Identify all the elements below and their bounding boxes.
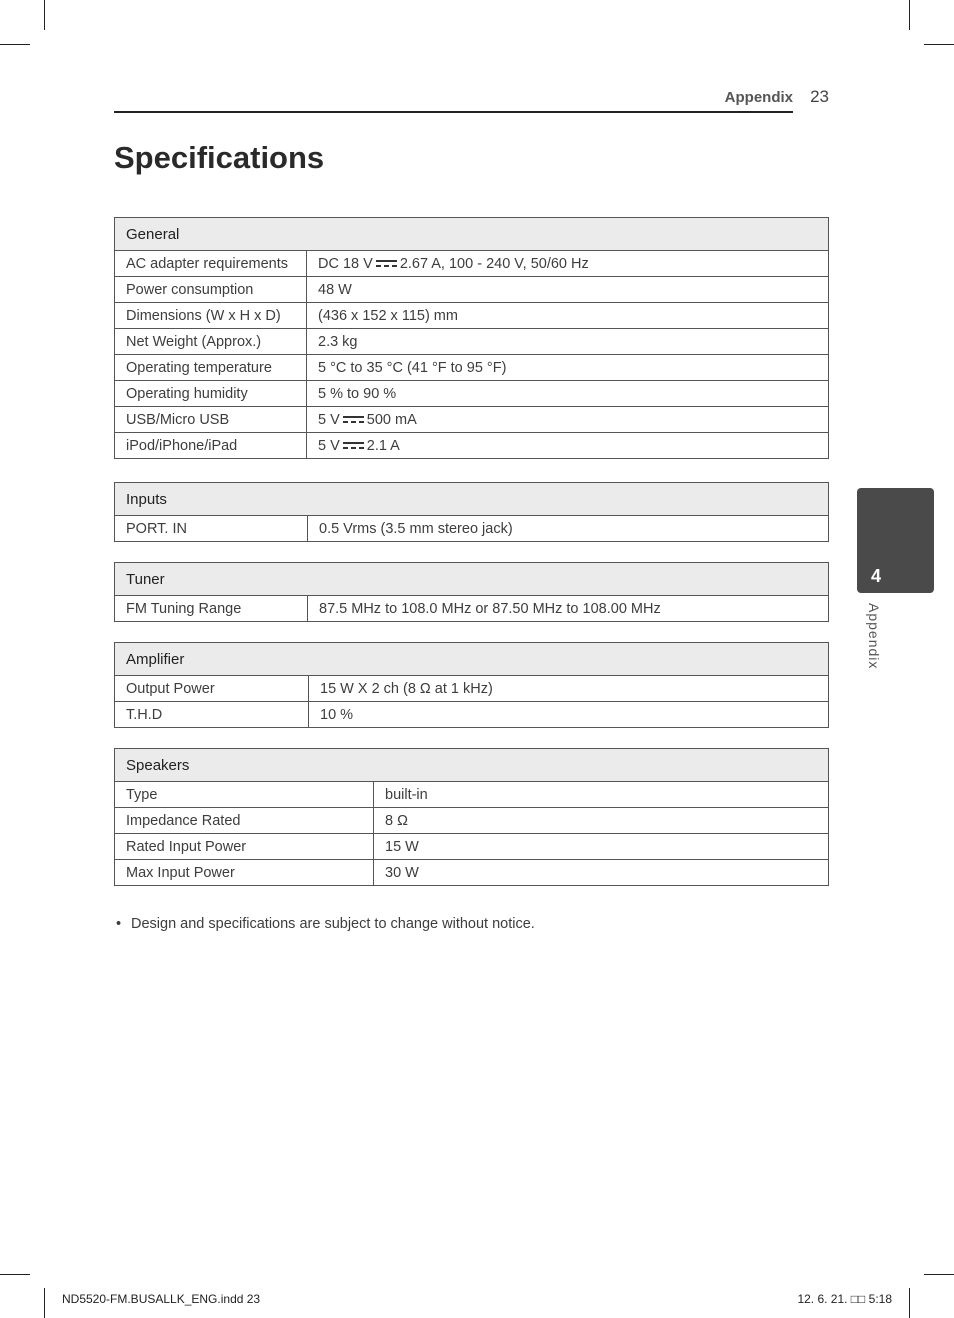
spec-label: PORT. IN xyxy=(115,516,308,542)
table-heading: Tuner xyxy=(115,563,829,596)
table-row xyxy=(115,782,829,808)
spec-label: Dimensions (W x H x D) xyxy=(115,303,307,329)
spec-value: 5 % to 90 % xyxy=(307,381,829,407)
table-row xyxy=(115,381,829,407)
spec-label: Operating temperature xyxy=(115,355,307,381)
table-heading: Inputs xyxy=(115,483,829,516)
header-rule xyxy=(114,111,793,113)
spec-value-voltage: DC 18 V xyxy=(318,255,373,272)
crop-mark xyxy=(924,1274,954,1275)
spec-value: 0.5 Vrms (3.5 mm stereo jack) xyxy=(308,516,829,542)
footer-timestamp: 12. 6. 21. □□ 5:18 xyxy=(797,1292,892,1306)
speakers-spec-table xyxy=(114,748,829,886)
page-number: 23 xyxy=(810,87,829,106)
table-row xyxy=(115,834,829,860)
spec-label: Impedance Rated xyxy=(115,808,374,834)
footer-filename: ND5520-FM.BUSALLK_ENG.indd 23 xyxy=(62,1292,261,1306)
spec-value: (436 x 152 x 115) mm xyxy=(307,303,829,329)
spec-value: 30 W xyxy=(374,860,829,886)
spec-value xyxy=(307,407,829,433)
spec-value-rating: 2.67 A, 100 - 240 V, 50/60 Hz xyxy=(399,255,589,272)
spec-value xyxy=(307,251,829,277)
table-row xyxy=(115,516,829,542)
crop-mark xyxy=(924,44,954,45)
dc-symbol-icon xyxy=(376,259,397,269)
table-row xyxy=(115,277,829,303)
note-text: Design and specifications are subject to change without notice. xyxy=(131,916,535,932)
spec-value: 5 °C to 35 °C (41 °F to 95 °F) xyxy=(307,355,829,381)
dc-symbol-icon xyxy=(343,441,364,451)
spec-label: Rated Input Power xyxy=(115,834,374,860)
chapter-tab xyxy=(857,488,934,593)
spec-value xyxy=(307,433,829,459)
tuner-spec-table xyxy=(114,562,829,622)
spec-label: Type xyxy=(115,782,374,808)
table-heading: Amplifier xyxy=(115,643,829,676)
spec-value: 10 % xyxy=(309,702,829,728)
table-heading: General xyxy=(115,218,829,251)
table-row xyxy=(115,676,829,702)
table-row xyxy=(115,407,829,433)
spec-label: iPod/iPhone/iPad xyxy=(115,433,307,459)
crop-mark xyxy=(0,1274,30,1275)
spec-label: Output Power xyxy=(115,676,309,702)
crop-mark xyxy=(909,1288,910,1318)
spec-value: 8 Ω xyxy=(374,808,829,834)
spec-label: USB/Micro USB xyxy=(115,407,307,433)
spec-value: built-in xyxy=(374,782,829,808)
section-name: Appendix xyxy=(724,89,793,106)
spec-label: AC adapter requirements xyxy=(115,251,307,277)
spec-value-current: 2.1 A xyxy=(366,437,400,454)
spec-value-voltage: 5 V xyxy=(318,411,340,428)
spec-value-voltage: 5 V xyxy=(318,437,340,454)
table-heading: Speakers xyxy=(115,749,829,782)
spec-value: 15 W xyxy=(374,834,829,860)
table-row xyxy=(115,702,829,728)
crop-mark xyxy=(0,44,30,45)
spec-note xyxy=(116,916,535,932)
spec-label: Power consumption xyxy=(115,277,307,303)
table-row xyxy=(115,596,829,622)
spec-label: Max Input Power xyxy=(115,860,374,886)
table-row xyxy=(115,303,829,329)
inputs-spec-table xyxy=(114,482,829,542)
running-head xyxy=(114,86,829,112)
chapter-label: Appendix xyxy=(866,603,882,670)
table-row xyxy=(115,433,829,459)
crop-mark xyxy=(44,0,45,30)
spec-value: 87.5 MHz to 108.0 MHz or 87.50 MHz to 108.00 MHz xyxy=(308,596,829,622)
crop-mark xyxy=(44,1288,45,1318)
chapter-number: 4 xyxy=(871,566,882,586)
crop-mark xyxy=(909,0,910,30)
general-spec-table xyxy=(114,217,829,459)
table-row xyxy=(115,355,829,381)
spec-label: Operating humidity xyxy=(115,381,307,407)
bullet: • xyxy=(116,916,122,932)
spec-label: T.H.D xyxy=(115,702,309,728)
dc-symbol-icon xyxy=(343,415,364,425)
page-title: Specifications xyxy=(114,140,325,175)
spec-value: 48 W xyxy=(307,277,829,303)
table-row xyxy=(115,860,829,886)
table-row xyxy=(115,808,829,834)
spec-value-current: 500 mA xyxy=(366,411,417,428)
amplifier-spec-table xyxy=(114,642,829,728)
table-row xyxy=(115,329,829,355)
spec-label: Net Weight (Approx.) xyxy=(115,329,307,355)
spec-value: 15 W X 2 ch (8 Ω at 1 kHz) xyxy=(309,676,829,702)
spec-label: FM Tuning Range xyxy=(115,596,308,622)
table-row xyxy=(115,251,829,277)
spec-value: 2.3 kg xyxy=(307,329,829,355)
